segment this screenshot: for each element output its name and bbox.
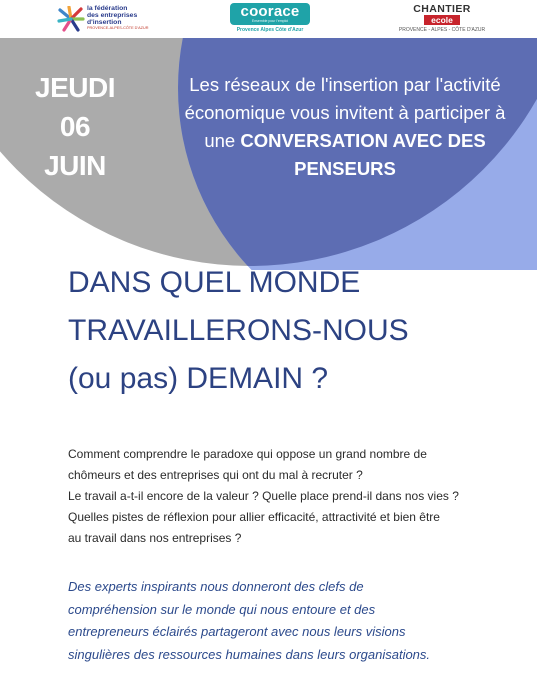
federation-region: PROVENCE-ALPES-CÔTE D'AZUR [87,26,149,30]
invite-line-3-strong: CONVERSATION AVEC DES [240,130,486,151]
experts-line-3: entrepreneurs éclairés partageront avec nous leurs visions [68,624,406,639]
experts-line-1: Des experts inspirants nous donneront des clefs de [68,579,364,594]
title-line-2: TRAVAILLERONS-NOUS [68,314,409,347]
question-line-2: chômeurs et des entreprises qui ont du mal à recruter ? [68,468,363,482]
coorace-tagline: Ensemble pour l'emploi [251,19,289,23]
invite-line-3-prefix: une [204,130,241,151]
event-banner [0,38,537,270]
event-date [25,68,125,185]
date-day-number: 06 [59,111,91,142]
title-line-1: DANS QUEL MONDE [68,266,361,299]
coorace-region: Provence Alpes Côte d'Azur [236,27,304,33]
question-line-5: au travail dans nos entreprises ? [68,531,242,545]
chantier-ecole-logo [392,4,492,36]
federation-star-icon [57,6,85,32]
coorace-logo [228,3,312,36]
date-month: JUIN [44,150,106,181]
experts-line-4: singulières des ressources humaines dans leurs organisations. [68,646,431,662]
main-title [68,259,528,403]
federation-line-1: la fédération [87,5,128,12]
federation-line-2: des entreprises [87,12,138,19]
question-line-4: Quelles pistes de réflexion pour allier efficacité, attractivité et bien être [68,510,440,524]
federation-line-3: d'insertion [87,19,122,26]
coorace-badge [230,3,310,25]
chantier-region: PROVENCE - ALPES - CÔTE D'AZUR [398,27,486,33]
coorace-name: coorace [240,3,300,20]
experts-line-2: compréhension sur le monde qui nous entoure et des [68,601,376,617]
invite-line-2: économique vous invitent à participer à [184,102,506,123]
ecole-name: ecole [431,15,453,25]
question-line-1: Comment comprendre le paradoxe qui oppose un grand nombre de [68,447,427,461]
invite-line-4-strong: PENSEURS [294,158,396,179]
question-line-3: Le travail a-t-il encore de la valeur ? Quelle place prend-il dans nos vies ? [68,489,459,503]
federation-logo [57,4,167,34]
questions-paragraph [68,444,528,549]
experts-paragraph [68,576,528,666]
chantier-name: CHANTIER [413,3,471,15]
logos-header [0,0,537,38]
invite-line-1: Les réseaux de l'insertion par l'activité [189,74,501,95]
date-day-name: JEUDI [35,72,115,103]
invitation-text [160,71,530,183]
title-line-3: (ou pas) DEMAIN ? [68,362,329,395]
federation-text [87,5,169,31]
